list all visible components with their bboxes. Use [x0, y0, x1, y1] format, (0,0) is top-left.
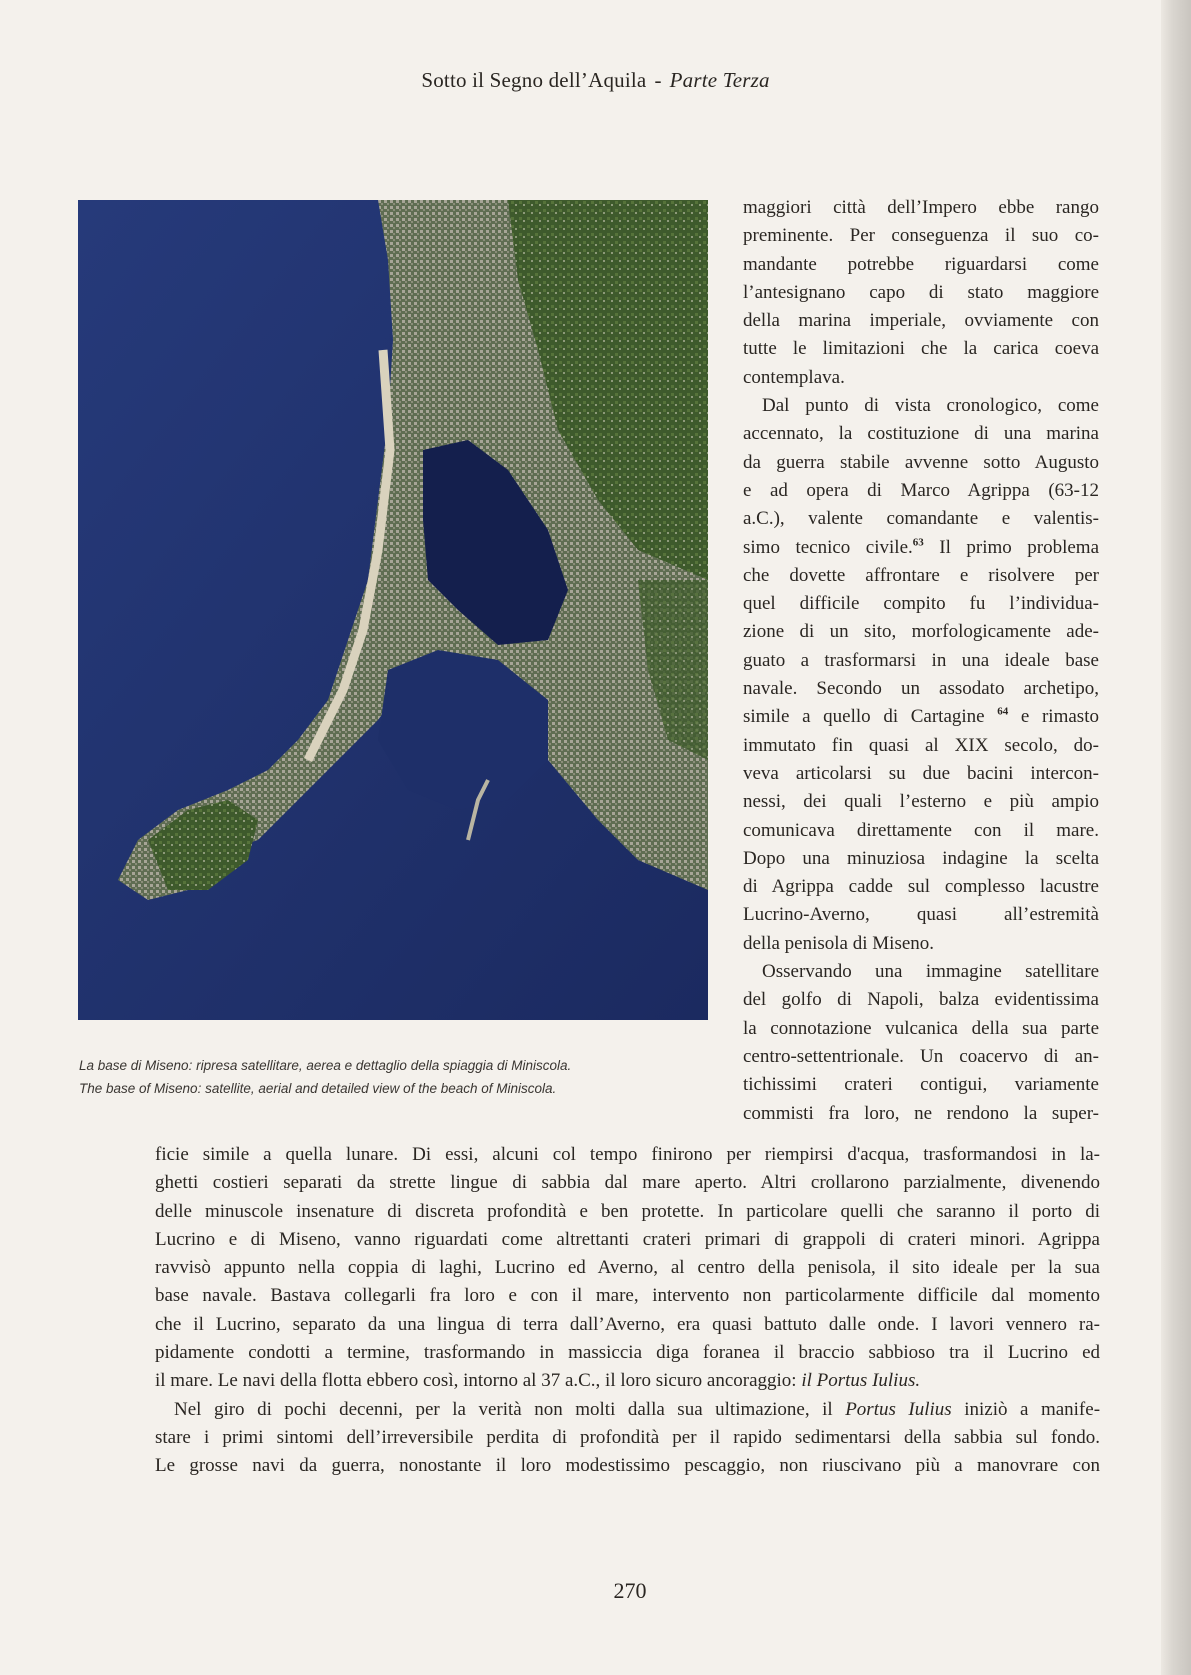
text-line: tutte le limitazioni che la carica coeva — [743, 338, 1099, 360]
text-line: nessi, dei quali l’esterno e più ampio — [743, 791, 1099, 813]
text-line: che il Lucrino, separato da una lingua di terra dall’Averno, era quasi battuto dalle onde. I lavori vennero ra- — [155, 1313, 1100, 1335]
text-line: di Agrippa cadde sul complesso lacustre — [743, 876, 1099, 898]
text-line: accennato, la costituzione di una marina — [743, 423, 1099, 445]
satellite-photo — [78, 200, 708, 1020]
text-line: della penisola di Miseno. — [743, 932, 935, 954]
text-line: delle minuscole insenature di discreta profondità e ben protette. In particolare quelli che saranno il porto di — [155, 1200, 1100, 1222]
text-line — [155, 1396, 1100, 1424]
text-line: ghetti costieri separati da strette lingue di sabbia dal mare aperto. Altri crollarono parzialmente, divenendo — [155, 1172, 1100, 1194]
text-line: comunicava direttamente con il mare. — [743, 819, 1099, 841]
text-line: della marina imperiale, ovviamente con — [743, 310, 1099, 332]
text-fragment: simile a quello di Cartagine — [743, 706, 998, 728]
text-line: veva articolarsi su due bacini intercon- — [743, 762, 1099, 784]
text-line: centro-settentrionale. Un coacervo di an- — [743, 1045, 1099, 1067]
italic-fragment: il Portus Iulius. — [801, 1370, 921, 1392]
text-line: contemplava. — [743, 366, 845, 388]
text-line — [743, 534, 1099, 562]
text-line: immutato fin quasi al XIX secolo, do- — [743, 734, 1099, 756]
book-title: Sotto il Segno dell’Aquila — [421, 68, 647, 92]
text-line: del golfo di Napoli, balza evidentissima — [743, 989, 1099, 1011]
text-line: la connotazione vulcanica della sua parte — [743, 1017, 1099, 1039]
text-fragment: Nel giro di pochi decenni, per la verità non molti dalla sua ultimazione, il — [174, 1398, 846, 1420]
text-line: da guerra stabile avvenne sotto Augusto — [743, 451, 1099, 473]
text-line: mandante potrebbe riguardarsi come — [743, 253, 1099, 275]
text-fragment: simo tecnico civile. — [743, 536, 913, 558]
text-line: e ad opera di Marco Agrippa (63-12 — [743, 479, 1099, 501]
figure-caption — [79, 1054, 719, 1100]
text-line: guato a trasformarsi in una ideale base — [743, 649, 1099, 671]
text-line: l’antesignano capo di stato maggiore — [743, 281, 1099, 303]
text-line: Lucrino e di Miseno, vanno riguardati come altrettanti crateri primari di grappoli di crateri minori. Agrippa — [155, 1228, 1100, 1250]
paragraph-3 — [743, 958, 1099, 1128]
text-line: maggiori città dell’Impero ebbe rango — [743, 197, 1099, 218]
text-line: zione di un sito, morfologicamente ade- — [743, 621, 1099, 643]
text-line: commisti fra loro, ne rendono la super- — [743, 1102, 1099, 1124]
text-fragment: il mare. Le navi della flotta ebbero così, intorno al 37 a.C., il loro sicuro ancoraggio: — [155, 1370, 802, 1392]
paragraph-1 — [743, 194, 1099, 392]
text-line: pidamente condotti a termine, trasformando in massiccia diga foranea il braccio sabbioso tra il Lucrino ed — [155, 1342, 1100, 1364]
text-fragment: iniziò a manife- — [951, 1398, 1101, 1420]
text-line: Dopo una minuziosa indagine la scelta — [743, 847, 1099, 869]
right-column-text — [743, 194, 1099, 1128]
italic-fragment: Portus Iulius — [845, 1398, 952, 1420]
footnote-ref-64[interactable]: 64 — [997, 706, 1009, 719]
caption-english: The base of Miseno: satellite, aerial and detailed view of the beach of Miniscola. — [79, 1081, 557, 1096]
text-line: ficie simile a quella lunare. Di essi, alcuni col tempo finirono per riempirsi d'acqua, trasformandosi in la- — [155, 1144, 1100, 1165]
text-line: Lucrino-Averno, quasi all’estremità — [743, 904, 1099, 926]
text-fragment: Il primo problema — [923, 536, 1099, 558]
text-line: Le grosse navi da guerra, nonostante il loro modestissimo pescaggio, non riuscivano più a manovrare con — [155, 1455, 1100, 1477]
text-fragment: e rimasto — [1008, 706, 1099, 728]
page-number: 270 — [613, 1578, 647, 1603]
paragraph-2 — [743, 392, 1099, 958]
text-line: ravvisò appunto nella coppia di laghi, Lucrino ed Averno, al centro della penisola, il sito ideale per la sua — [155, 1257, 1100, 1279]
text-line: tichissimi crateri contigui, variamente — [743, 1074, 1099, 1096]
running-header — [0, 68, 1191, 93]
text-line: Dal punto di vista cronologico, come — [762, 395, 1099, 417]
text-line: a.C.), valente comandante e valentis- — [743, 508, 1099, 530]
text-line — [155, 1367, 1100, 1395]
page-edge — [1161, 0, 1191, 1675]
text-line: preminente. Per conseguenza il suo co- — [743, 225, 1099, 247]
text-line: Osservando una immagine satellitare — [762, 961, 1099, 983]
text-line: base navale. Bastava collegarli fra loro e con il mare, intervento non particolarmente difficile dal momento — [155, 1285, 1100, 1307]
text-line — [743, 703, 1099, 731]
text-line: che dovette affrontare e risolvere per — [743, 564, 1099, 586]
satellite-photo-miseno-icon — [78, 200, 708, 1020]
footnote-ref-63[interactable]: 63 — [912, 536, 924, 549]
caption-italian: La base di Miseno: ripresa satellitare, aerea e dettaglio della spiaggia di Miniscola. — [79, 1058, 572, 1073]
part-title: Parte Terza — [669, 68, 770, 92]
text-line: navale. Secondo un assodato archetipo, — [743, 678, 1099, 700]
text-line: quel difficile compito fu l’individua- — [743, 593, 1099, 615]
header-separator: - — [654, 68, 662, 92]
full-width-text — [155, 1141, 1100, 1481]
text-line: stare i primi sintomi dell’irreversibile perdita di profondità per il rapido sedimentarsi della sabbia sul fondo. — [155, 1426, 1100, 1448]
